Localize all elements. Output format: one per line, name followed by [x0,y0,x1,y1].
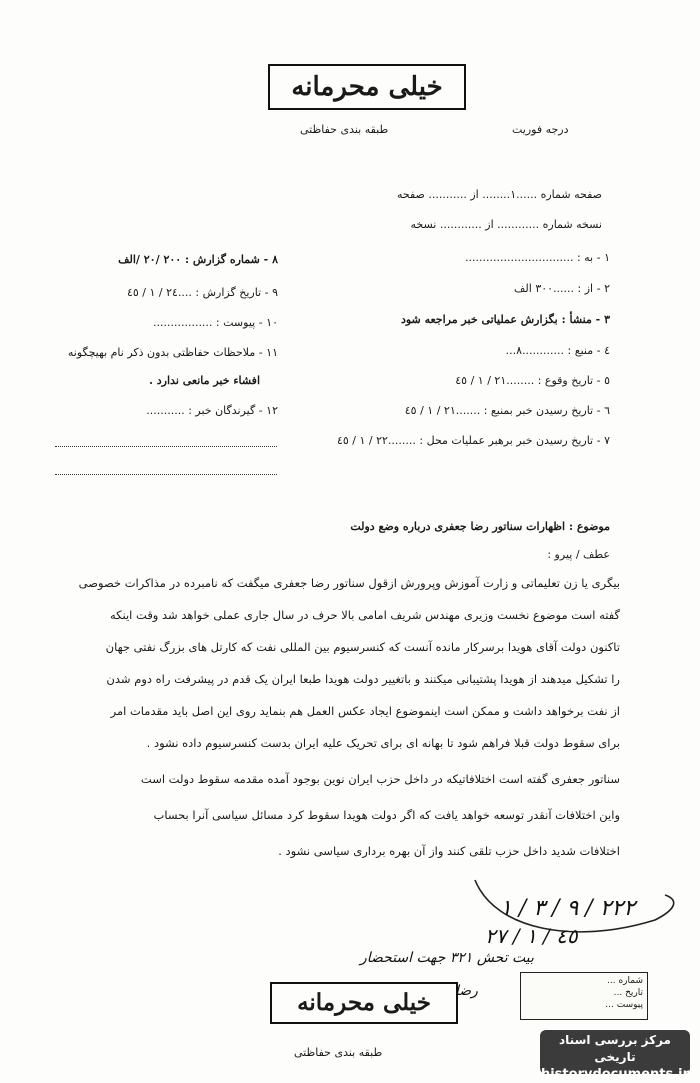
urgency-label: درجه فوریت [512,123,569,136]
operations-receipt-date-field: ٧ - تاریخ رسیدن خبر برهبر عملیات محل : ........٢٢ / ١ / ٤٥ [336,434,610,447]
box-stamp-line: شماره ... [607,976,643,986]
protection-class-label-bottom: طبقه بندی حفاظتی [294,1046,383,1059]
body-line-6: برای سقوط دولت قبلا فراهم شود تا بهانه ای برای تحریک علیه ایران بدست کنسرسیوم داده نشود . [146,736,620,750]
recipients-line-1 [55,446,277,447]
security-notes-field: ١١ - ملاحظات حفاظتی بدون ذکر نام بهیچگونه [67,346,278,359]
copy-number-field: نسخه شماره ............ از ............ نسخه [410,218,602,231]
reference-line: عطف / پیرو : [547,548,610,561]
body-line-4: را تشکیل میدهند از هویدا پشتیبانی میکنند و باتغییر دولت هویدا طبعا ایران یک قدم در پیشرفت راه دوم شدن [106,672,620,686]
subject-line: موضوع : اظهارات سناتور رضا جعفری درباره وضع دولت [350,520,610,533]
source-field: ٤ - منبع : ............٨... [505,344,610,357]
report-date-field: ٩ - تاریخ گزارش : ....٢٤ / ١ / ٤٥ [126,286,278,299]
from-field: ٢ - از : ......٣٠٠ الف [514,282,610,295]
body-line-1: بیگری یا زن تعلیماتی و زارت آموزش وپرورش ازقول سناتور رضا جعفری میگفت که نامبرده در مذاکرات خصوصی [78,576,620,590]
box-stamp-line: پیوست ... [605,1000,643,1010]
handwritten-referral-note: بیت تحش ٣٢١ جهت استحضار [360,950,534,966]
registration-box-stamp [520,972,648,1020]
attachment-field: ١٠ - پیوست : ................. [152,316,278,329]
page-number-field: صفحه شماره ......١........ از ........... صفحه [396,188,602,201]
body-line-8: واین اختلافات آنقدر توسعه خواهد یافت که اگر دولت هویدا سقوط کرد مسائل سیاسی آنرا بحساب [153,808,620,822]
body-line-7: سناتور جعفری گفته است اختلافاتیکه در داخل حزب ایران نوین بوجود آمده مقدمه سقوط دولت است [140,772,620,786]
box-stamp-line: تاریخ ... [613,988,643,998]
body-line-3: تاکنون دولت آقای هویدا برسرکار مانده آنست که کنسرسیوم بین المللی نفت که کارتل های بزرگ نفتی جهان [105,640,620,654]
source-receipt-date-field: ٦ - تاریخ رسیدن خبر بمنبع : .......٢١ / ١ / ٤٥ [404,404,610,417]
body-line-5: از نفت برخواهد داشت و ممکن است اینموضوع ایجاد عکس العمل هم بنماید روی این اصل باید مقدمات امر [110,704,620,718]
protection-class-label-top: طبقه بندی حفاظتی [300,123,389,136]
to-field: ١ - به : ............................... [465,251,610,264]
security-notes-continued: افشاء خبر مانعی ندارد . [149,374,260,387]
handwritten-numbers: ٢٢٢ / ٩ / ٣ / ١ [500,896,636,921]
body-line-9: اختلافات شدید داخل حزب تلقی کنند واز آن بهره برداری سیاسی نشود . [278,844,620,858]
classification-stamp-top: خیلی محرمانه [268,64,466,110]
event-date-field: ٥ - تاریخ وقوع : ........٢١ / ١ / ٤٥ [455,374,610,387]
origin-field: ٣ - منشأ : بگزارش عملیاتی خبر مراجعه شود [400,313,610,326]
watermark-title: مرکز بررسی اسناد تاریخی [559,1033,671,1064]
watermark-site: historydocuments.ir [540,1067,690,1082]
archive-watermark [540,1030,690,1082]
handwritten-signature: رضا [455,983,478,999]
recipients-field: ١٢ - گیرندگان خبر : ........... [146,404,278,417]
report-number-field: ٨ - شماره گزارش : ٢٠٠ /٢٠ /الف [118,253,278,266]
body-line-2: گفته است موضوع نخست وزیری مهندس شریف امامی بالا حرف در سال جاری عملی خواهد شد وقت اینکه [109,608,620,622]
classification-stamp-bottom: خیلی محرمانه [270,982,458,1024]
handwritten-date: ٤٥ / ١ / ٢٧ [485,924,578,948]
recipients-line-2 [55,474,277,475]
